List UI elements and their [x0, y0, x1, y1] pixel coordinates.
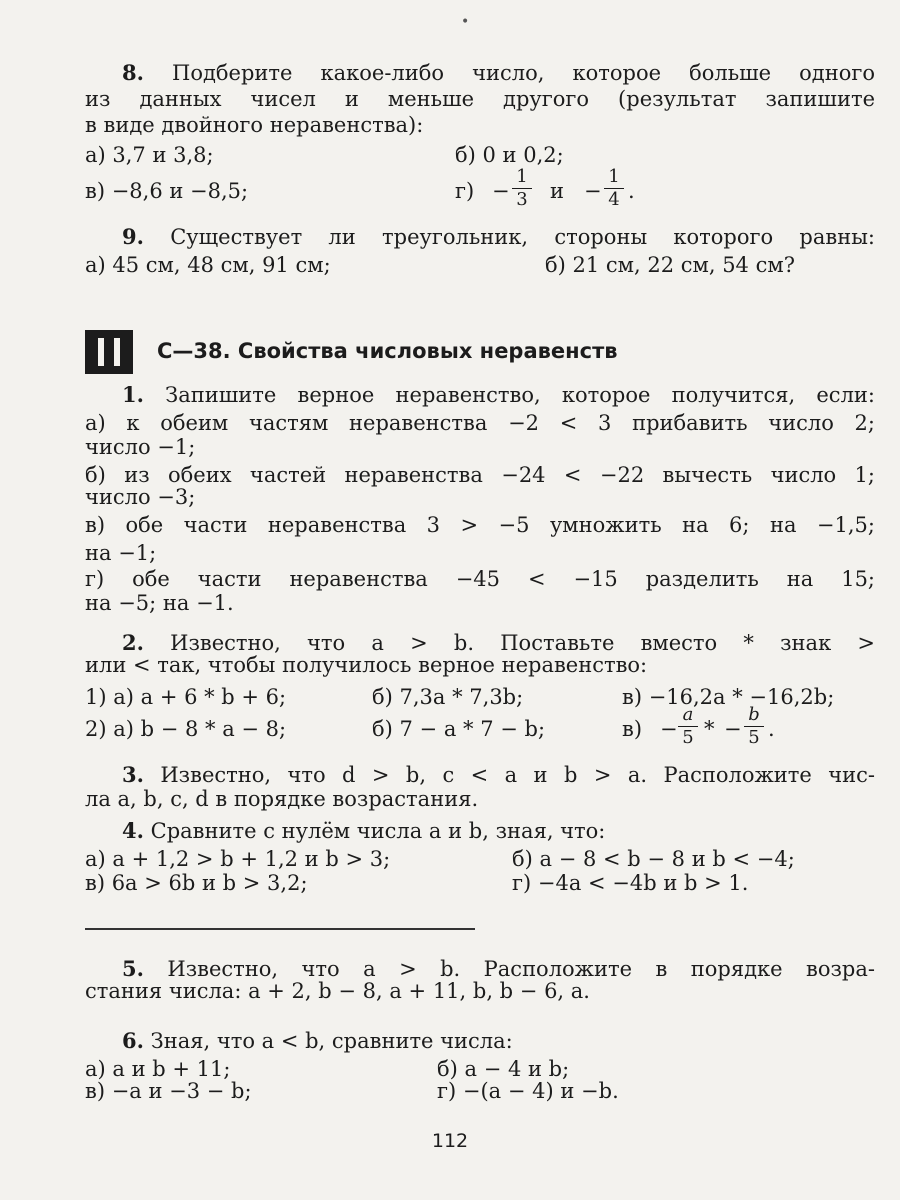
problem-9-line-1 — [122, 224, 875, 250]
s1-line-7: на −1; — [85, 541, 157, 565]
s6-number: 6. — [122, 1028, 144, 1053]
s1-line-4: б) из обеих частей неравенства −24 < −22 вычесть число 1; — [85, 463, 875, 487]
s6-g: г) −(a − 4) и −b. — [437, 1079, 619, 1103]
s5-number: 5. — [122, 956, 144, 981]
problem-8-b: б) 0 и 0,2; — [455, 143, 564, 167]
s4-text-1: Сравните с нулём числа a и b, зная, что: — [150, 819, 606, 843]
s1-line-1 — [122, 382, 875, 408]
s6-v: в) −a и −3 − b; — [85, 1079, 252, 1103]
problem-8-v: в) −8,6 и −8,5; — [85, 179, 249, 203]
s5-text-1: Известно, что a > b. Расположите в порядке возра- — [167, 957, 875, 981]
page-number: 112 — [431, 1130, 469, 1152]
problem-8-g-minus-2: − — [584, 179, 602, 203]
s2-row2-v-star: * — [704, 717, 715, 741]
s1-line-2: а) к обеим частям неравенства −2 < 3 прибавить число 2; — [85, 411, 875, 435]
s2-fraction-a: $\frac{a}{5}$ — [678, 704, 698, 749]
s5-line-2: стания числа: a + 2, b − 8, a + 11, b, b − 6, a. — [85, 979, 590, 1003]
s6-text-1: Зная, что a < b, сравните числа: — [150, 1029, 513, 1053]
s2-row2-a: 2) а) b − 8 * a − 8; — [85, 717, 287, 741]
problem-8-line-1 — [122, 60, 875, 86]
s2-row1-v: в) −16,2a * −16,2b; — [622, 685, 835, 709]
s4-v: в) 6a > 6b и b > 3,2; — [85, 871, 308, 895]
s1-line-5: число −3; — [85, 485, 196, 509]
level-bar-1 — [98, 338, 104, 366]
s2-row2-b: б) 7 − a * 7 − b; — [372, 717, 546, 741]
s3-line-1 — [122, 762, 875, 788]
problem-8-line-3: в виде двойного неравенства): — [85, 113, 424, 137]
problem-8-text-1: Подберите какое-либо число, которое больше одного — [172, 61, 875, 85]
problem-8-g-label: г) — [455, 179, 475, 203]
problem-8-g-end: . — [628, 179, 635, 203]
s1-line-9: на −5; на −1. — [85, 591, 234, 615]
problem-9-number: 9. — [122, 224, 144, 249]
problem-8-fraction-1: $\frac{1}{3}$ — [512, 166, 532, 211]
s3-line-2: ла a, b, c, d в порядке возрастания. — [85, 787, 479, 811]
s2-row2-v-minus-2: − — [724, 717, 742, 741]
s3-text-1: Известно, что d > b, c < a и b > a. Расположите чис- — [160, 763, 875, 787]
s1-line-8: г) обе части неравенства −45 < −15 разделить на 15; — [85, 567, 875, 591]
s2-number: 2. — [122, 630, 144, 655]
s6-b: б) a − 4 и b; — [437, 1057, 570, 1081]
top-mark: • — [461, 14, 470, 30]
problem-8-number: 8. — [122, 60, 144, 85]
s2-row1-b: б) 7,3a * 7,3b; — [372, 685, 524, 709]
s4-line-1 — [122, 818, 875, 844]
level-bar-2 — [114, 338, 120, 366]
s3-number: 3. — [122, 762, 144, 787]
s6-a: а) a и b + 11; — [85, 1057, 231, 1081]
s4-number: 4. — [122, 818, 144, 843]
problem-8-a: а) 3,7 и 3,8; — [85, 143, 214, 167]
problem-8-line-2: из данных чисел и меньше другого (результат запишите — [85, 87, 875, 111]
section-title: С—38. Свойства числовых неравенств — [157, 339, 618, 363]
s4-a: а) a + 1,2 > b + 1,2 и b > 3; — [85, 847, 391, 871]
s2-row2-v-end: . — [768, 717, 775, 741]
s2-text-1: Известно, что a > b. Поставьте вместо * знак > — [170, 631, 875, 655]
s1-text-1: Запишите верное неравенство, которое получится, если: — [165, 383, 875, 407]
problem-8-g-minus-1: − — [492, 179, 510, 203]
section-divider — [85, 928, 475, 930]
problem-9-text-1: Существует ли треугольник, стороны которого равны: — [170, 225, 875, 249]
s4-b: б) a − 8 < b − 8 и b < −4; — [512, 847, 795, 871]
s1-line-3: число −1; — [85, 435, 196, 459]
s2-fraction-b: $\frac{b}{5}$ — [744, 704, 764, 749]
s2-row2-v-label: в) — [622, 717, 643, 741]
s2-line-2: или < так, чтобы получилось верное неравенство: — [85, 653, 648, 677]
s1-number: 1. — [122, 382, 144, 407]
problem-9-a: а) 45 см, 48 см, 91 см; — [85, 253, 331, 277]
problem-8-fraction-2: $\frac{1}{4}$ — [604, 166, 624, 211]
problem-9-b: б) 21 см, 22 см, 54 см? — [545, 253, 795, 277]
problem-8-g-and: и — [550, 179, 564, 203]
s4-g: г) −4a < −4b и b > 1. — [512, 871, 749, 895]
s2-row2-v-minus-1: − — [660, 717, 678, 741]
s1-line-6: в) обе части неравенства 3 > −5 умножить на 6; на −1,5; — [85, 513, 875, 537]
s6-line-1 — [122, 1028, 875, 1054]
s2-row1-a: 1) а) a + 6 * b + 6; — [85, 685, 287, 709]
level-badge-icon — [85, 330, 133, 374]
